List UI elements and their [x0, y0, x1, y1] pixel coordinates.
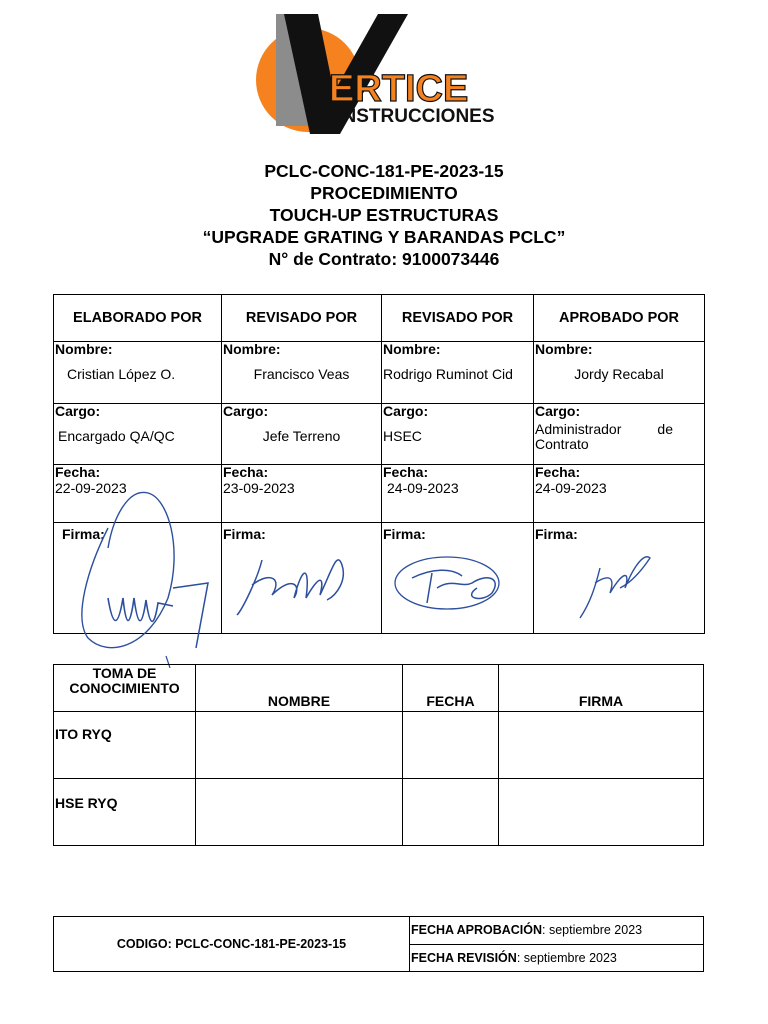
nombre-value: Francisco Veas — [253, 366, 350, 382]
revision-value: : septiembre 2023 — [516, 950, 617, 965]
doc-name: TOUCH-UP ESTRUCTURAS — [269, 205, 499, 225]
fecha-header-cell: FECHA — [403, 665, 499, 712]
toma-nombre-cell — [196, 779, 403, 846]
nombre-header-cell: NOMBRE — [196, 665, 403, 712]
nombre-label: Nombre: — [383, 341, 441, 357]
fecha-label: Fecha: — [535, 464, 581, 480]
header-revisado-1: REVISADO POR — [222, 295, 382, 342]
aprobacion-label: FECHA APROBACIÓN — [411, 923, 543, 938]
doc-project: “UPGRADE GRATING Y BARANDAS PCLC” — [202, 227, 566, 247]
cargo-value: Jefe Terreno — [262, 428, 341, 444]
toma-row-label — [54, 779, 196, 846]
footer-row-1 — [54, 917, 704, 945]
toma-header-row — [54, 665, 704, 712]
toma-firma-cell — [499, 712, 704, 779]
cargo-cell-3 — [382, 404, 534, 465]
fecha-cell-4 — [534, 465, 705, 523]
vertice-logo — [240, 10, 530, 135]
toma-nombre-cell — [196, 712, 403, 779]
logo-brand-main: ERTICE — [329, 68, 469, 110]
cargo-label: Cargo: — [55, 403, 101, 419]
approval-firma-row — [54, 523, 705, 634]
toma-firma-cell — [499, 779, 704, 846]
approval-fecha-row — [54, 465, 705, 523]
firma-label: Firma: — [535, 526, 578, 542]
cargo-value: Administrador de Contrato — [535, 421, 673, 452]
nombre-label: Nombre: — [55, 341, 113, 357]
footer-table — [53, 916, 704, 972]
firma-header-cell: FIRMA — [499, 665, 704, 712]
cargo-cell-4 — [534, 404, 705, 465]
header-elaborado: ELABORADO POR — [54, 295, 222, 342]
toma-conocimiento-table — [53, 664, 704, 846]
fecha-cell-2 — [222, 465, 382, 523]
fecha-label: Fecha: — [223, 464, 269, 480]
cargo-label: Cargo: — [535, 403, 581, 419]
logo-brand-sub: CONSTRUCCIONES — [314, 106, 495, 127]
approval-header-row — [54, 295, 705, 342]
toma-row-label — [54, 712, 196, 779]
nombre-value: Cristian López O. — [67, 366, 176, 382]
toma-row-label-text: ITO RYQ — [55, 726, 112, 742]
footer-codigo: CODIGO: PCLC-CONC-181-PE-2023-15 — [54, 917, 410, 972]
approval-table — [53, 294, 705, 634]
nombre-cell-1 — [54, 342, 222, 404]
footer-revision — [410, 944, 704, 972]
cargo-cell-1 — [54, 404, 222, 465]
footer-aprobacion — [410, 917, 704, 945]
header-revisado-2: REVISADO POR — [382, 295, 534, 342]
document-title — [0, 160, 768, 270]
firma-cell-4 — [534, 523, 705, 634]
cargo-value: HSEC — [383, 428, 422, 444]
firma-cell-2 — [222, 523, 382, 634]
nombre-cell-3 — [382, 342, 534, 404]
fecha-value: 23-09-2023 — [223, 480, 295, 496]
cargo-cell-2 — [222, 404, 382, 465]
cargo-value: Encargado QA/QC — [58, 428, 175, 444]
cargo-label: Cargo: — [383, 403, 429, 419]
toma-row-label-text: HSE RYQ — [55, 795, 118, 811]
toma-row — [54, 779, 704, 846]
toma-fecha-cell — [403, 712, 499, 779]
nombre-label: Nombre: — [535, 341, 593, 357]
revision-label: FECHA REVISIÓN — [411, 950, 517, 965]
fecha-cell-3 — [382, 465, 534, 523]
doc-kind: PROCEDIMIENTO — [310, 183, 458, 203]
firma-label: Firma: — [62, 526, 105, 542]
fecha-value: 24-09-2023 — [387, 480, 459, 496]
nombre-value: Rodrigo Ruminot Cid — [383, 366, 513, 382]
aprobacion-value: : septiembre 2023 — [542, 923, 643, 938]
nombre-value: Jordy Recabal — [574, 366, 664, 382]
header-aprobado: APROBADO POR — [534, 295, 705, 342]
doc-code: PCLC-CONC-181-PE-2023-15 — [264, 161, 504, 181]
nombre-label: Nombre: — [223, 341, 281, 357]
fecha-value: 24-09-2023 — [535, 480, 607, 496]
firma-label: Firma: — [383, 526, 426, 542]
firma-cell-1 — [54, 523, 222, 634]
approval-cargo-row — [54, 404, 705, 465]
firma-label: Firma: — [223, 526, 266, 542]
fecha-label: Fecha: — [55, 464, 101, 480]
firma-cell-3 — [382, 523, 534, 634]
nombre-cell-2 — [222, 342, 382, 404]
toma-fecha-cell — [403, 779, 499, 846]
approval-nombre-row — [54, 342, 705, 404]
fecha-label: Fecha: — [383, 464, 429, 480]
toma-row — [54, 712, 704, 779]
toma-header-cell: TOMA DE CONOCIMIENTO — [54, 665, 196, 712]
doc-contract: N° de Contrato: 9100073446 — [268, 249, 500, 269]
nombre-cell-4 — [534, 342, 705, 404]
fecha-value: 22-09-2023 — [55, 480, 127, 496]
cargo-label: Cargo: — [223, 403, 269, 419]
fecha-cell-1 — [54, 465, 222, 523]
